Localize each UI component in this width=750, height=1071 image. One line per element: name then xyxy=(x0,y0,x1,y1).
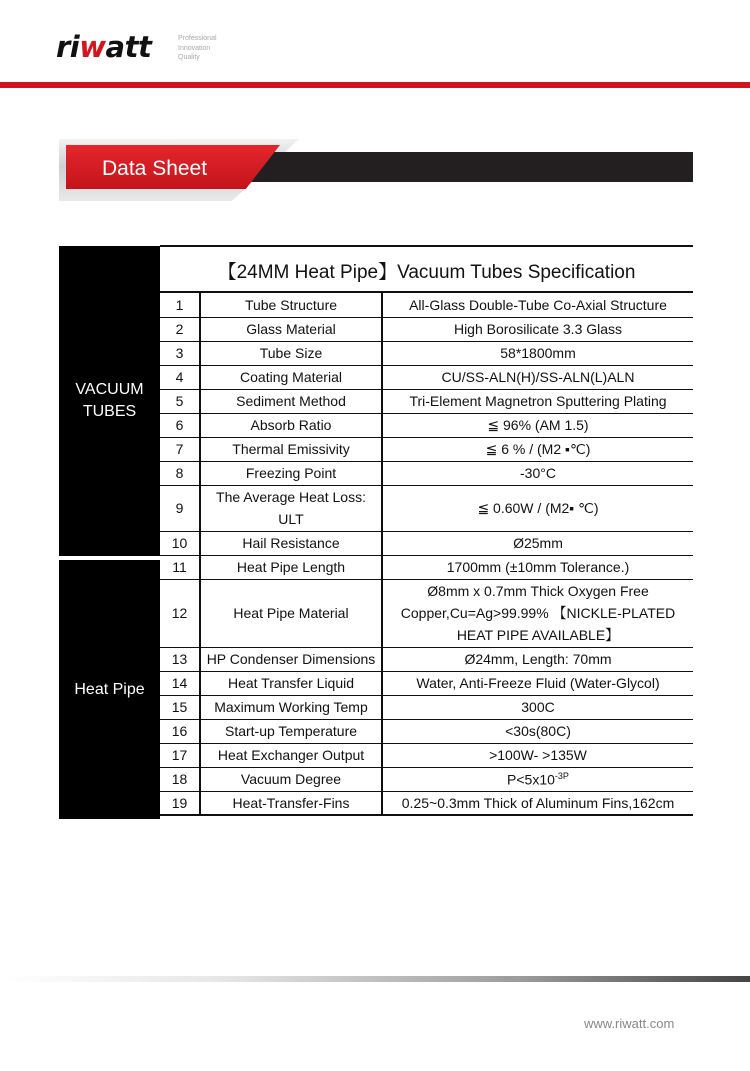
row-number: 15 xyxy=(160,695,200,719)
row-number: 3 xyxy=(160,341,200,365)
spec-name: Heat-Transfer-Fins xyxy=(200,791,382,815)
table-row xyxy=(160,695,693,719)
row-number: 13 xyxy=(160,647,200,671)
spec-value xyxy=(382,579,693,647)
spec-name: Maximum Working Temp xyxy=(200,695,382,719)
table-title: 【24MM Heat Pipe】Vacuum Tubes Specification xyxy=(217,262,636,283)
logo-tagline xyxy=(178,34,217,63)
spec-table xyxy=(160,293,693,816)
website-link[interactable]: www.riwatt.com xyxy=(584,1016,675,1031)
riwatt-logo: riwatt xyxy=(56,30,152,64)
spec-value: Water, Anti-Freeze Fluid (Water-Glycol) xyxy=(382,671,693,695)
spec-value: 300C xyxy=(382,695,693,719)
spec-value-line: Ø8mm x 0.7mm Thick Oxygen Free xyxy=(427,583,649,599)
spec-value: ≦ 96% (AM 1.5) xyxy=(382,413,693,437)
row-number: 4 xyxy=(160,365,200,389)
table-row xyxy=(160,413,693,437)
spec-value: -30°C xyxy=(382,461,693,485)
tagline-innovation: Innovation xyxy=(178,44,211,52)
spec-name: Absorb Ratio xyxy=(200,413,382,437)
spec-name: Tube Size xyxy=(200,341,382,365)
row-number: 19 xyxy=(160,791,200,815)
row-number: 16 xyxy=(160,719,200,743)
table-row xyxy=(160,579,693,647)
row-number: 5 xyxy=(160,389,200,413)
banner-title: Data Sheet xyxy=(102,157,208,180)
table-row xyxy=(160,743,693,767)
spec-name: Tube Structure xyxy=(200,293,382,317)
spec-name: Hail Resistance xyxy=(200,531,382,555)
spec-value: 0.25~0.3mm Thick of Aluminum Fins,162cm xyxy=(382,791,693,815)
spec-name-line: The Average Heat Loss: xyxy=(216,489,366,505)
spec-value: Ø25mm xyxy=(382,531,693,555)
table-row xyxy=(160,767,693,791)
row-number: 18 xyxy=(160,767,200,791)
spec-value: ≦ 6 % / (M2 ▪℃) xyxy=(382,437,693,461)
spec-name: Coating Material xyxy=(200,365,382,389)
table-row xyxy=(160,341,693,365)
row-number: 10 xyxy=(160,531,200,555)
spec-value: >100W- >135W xyxy=(382,743,693,767)
table-row xyxy=(160,389,693,413)
spec-name: Freezing Point xyxy=(200,461,382,485)
spec-value: <30s(80C) xyxy=(382,719,693,743)
spec-value: 58*1800mm xyxy=(382,341,693,365)
row-number: 7 xyxy=(160,437,200,461)
spec-value-line: Copper,Cu=Ag>99.99% 【NICKLE-PLATED xyxy=(400,605,676,621)
row-number: 14 xyxy=(160,671,200,695)
spec-value: CU/SS-ALN(H)/SS-ALN(L)ALN xyxy=(382,365,693,389)
spec-value-line: HEAT PIPE AVAILABLE】 xyxy=(456,627,620,643)
table-row xyxy=(160,531,693,555)
table-row xyxy=(160,461,693,485)
row-number: 1 xyxy=(160,293,200,317)
table-row xyxy=(160,437,693,461)
spec-value-exponent: -3P xyxy=(554,770,569,781)
spec-value-main: P<5x10 xyxy=(507,771,555,788)
spec-name: Thermal Emissivity xyxy=(200,437,382,461)
table-top-rule xyxy=(160,245,693,247)
spec-name: Start-up Temperature xyxy=(200,719,382,743)
group-label-heat-pipe: Heat Pipe xyxy=(59,560,160,819)
spec-name: Heat Transfer Liquid xyxy=(200,671,382,695)
spec-value: Ø24mm, Length: 70mm xyxy=(382,647,693,671)
table-row xyxy=(160,317,693,341)
table-row xyxy=(160,555,693,579)
tagline-professional: Professional xyxy=(178,35,217,42)
spec-value xyxy=(382,767,693,791)
banner-bar xyxy=(250,152,693,182)
row-number: 2 xyxy=(160,317,200,341)
table-row xyxy=(160,791,693,815)
spec-name: Heat Exchanger Output xyxy=(200,743,382,767)
row-number: 6 xyxy=(160,413,200,437)
table-row xyxy=(160,365,693,389)
spec-name: Glass Material xyxy=(200,317,382,341)
table-row xyxy=(160,647,693,671)
spec-name: Heat Pipe Length xyxy=(200,555,382,579)
table-row xyxy=(160,293,693,317)
spec-name: Vacuum Degree xyxy=(200,767,382,791)
row-number: 12 xyxy=(160,579,200,647)
row-number: 11 xyxy=(160,555,200,579)
table-row xyxy=(160,485,693,531)
row-number: 9 xyxy=(160,485,200,531)
tagline-quality: Quality xyxy=(178,54,200,61)
row-number: 8 xyxy=(160,461,200,485)
spec-name-line: ULT xyxy=(278,511,304,527)
spec-name: HP Condenser Dimensions xyxy=(200,647,382,671)
table-row xyxy=(160,719,693,743)
spec-value: High Borosilicate 3.3 Glass xyxy=(382,317,693,341)
footer-band xyxy=(0,976,750,982)
table-row xyxy=(160,671,693,695)
spec-name: Heat Pipe Material xyxy=(200,579,382,647)
spec-name xyxy=(200,485,382,531)
spec-name: Sediment Method xyxy=(200,389,382,413)
spec-value: Tri-Element Magnetron Sputtering Plating xyxy=(382,389,693,413)
spec-value: 1700mm (±10mm Tolerance.) xyxy=(382,555,693,579)
row-number: 17 xyxy=(160,743,200,767)
group-label-vacuum-tubes: VACUUM TUBES xyxy=(59,246,160,556)
spec-value: ≦ 0.60W / (M2▪ ℃) xyxy=(382,485,693,531)
header-divider xyxy=(0,82,750,88)
spec-value: All-Glass Double-Tube Co-Axial Structure xyxy=(382,293,693,317)
